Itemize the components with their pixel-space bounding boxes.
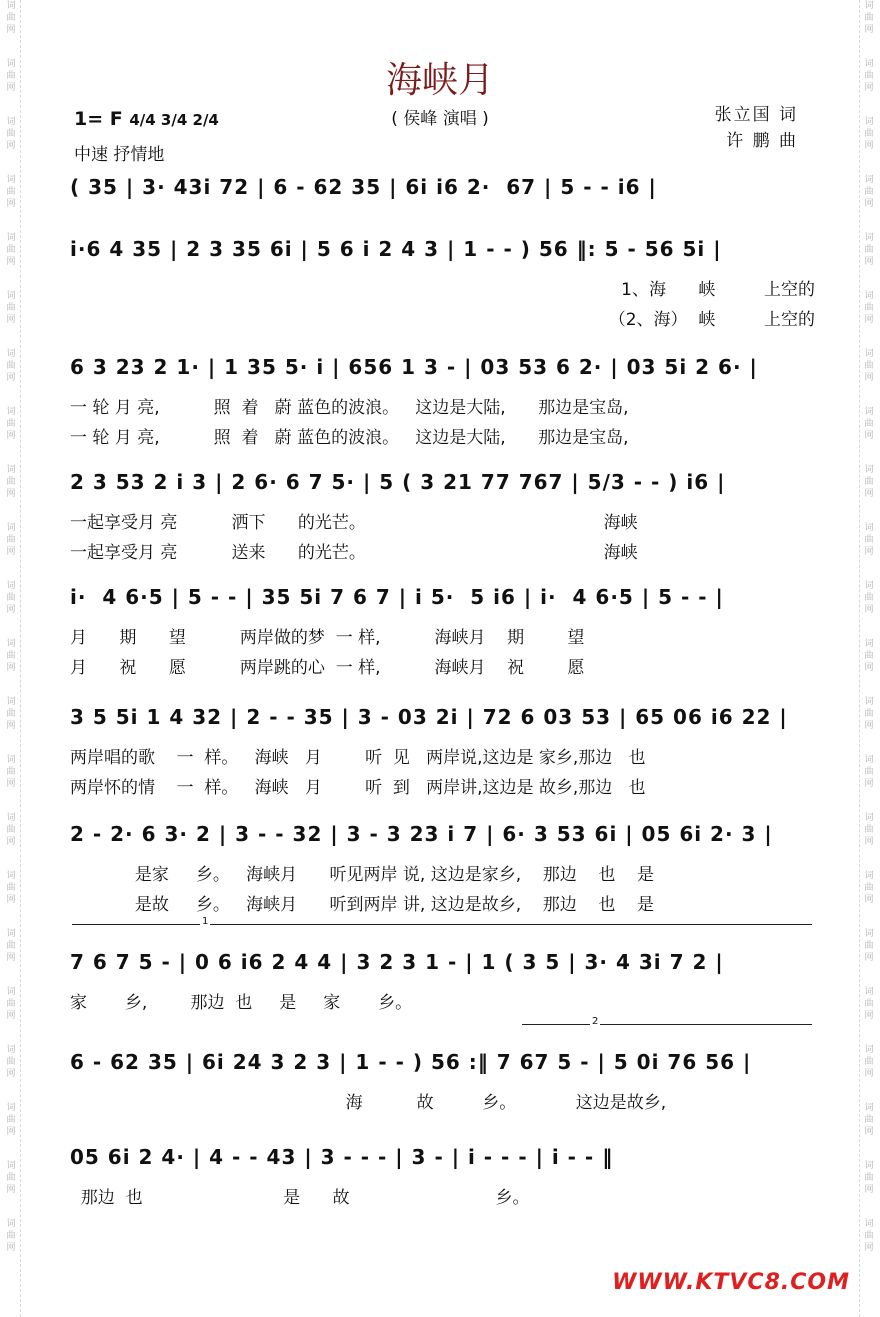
composer-credit: 许 鹏 曲	[726, 131, 798, 151]
side-watermark-text: 词 曲 网	[6, 349, 16, 383]
side-watermark-text: 词 曲 网	[6, 813, 16, 847]
side-watermark-text: 词 曲 网	[864, 291, 874, 325]
notation-line: ( 35 | 3· 43i 72 | 6 - 62 35 | 6i i6 2· 67 | 5 - - i6 |	[70, 175, 657, 199]
volta-1-number: 1	[202, 916, 209, 927]
side-watermark-text: 词 曲 网	[6, 697, 16, 731]
side-watermark-text: 词 曲 网	[6, 929, 16, 963]
notation-line: 05 6i 2 4· | 4 - - 43 | 3 - - - | 3 - | i - - - | i - - ‖	[70, 1145, 614, 1169]
lyric-line: 两岸怀的情 一 样。 海峡 月 听 到 两岸讲,这边是 故乡,那边 也	[70, 778, 646, 798]
side-watermark-right	[859, 0, 878, 1317]
volta-2-number: 2	[592, 1016, 599, 1027]
lyric-line: 那边 也 是 故 乡。	[70, 1188, 530, 1208]
lyric-line: 是故 乡。 海峡月 听到两岸 讲, 这边是故乡, 那边 也 是	[70, 895, 654, 915]
lyric-line: 两岸唱的歌 一 样。 海峡 月 听 见 两岸说,这边是 家乡,那边 也	[70, 748, 646, 768]
side-watermark-text: 词 曲 网	[864, 1161, 874, 1195]
side-watermark-text: 词 曲 网	[6, 59, 16, 93]
side-watermark-text: 词 曲 网	[864, 523, 874, 557]
side-watermark-text: 词 曲 网	[864, 117, 874, 151]
side-watermark-text: 词 曲 网	[6, 1, 16, 35]
lyric-line: 1、海 峡 上空的	[621, 280, 815, 300]
side-watermark-text: 词 曲 网	[6, 233, 16, 267]
side-watermark-text: 词 曲 网	[864, 929, 874, 963]
side-watermark-text: 词 曲 网	[6, 1161, 16, 1195]
key-signature: 1= F 4/4 3/4 2/4	[74, 108, 219, 130]
side-watermark-text: 词 曲 网	[864, 175, 874, 209]
side-watermark-text: 词 曲 网	[864, 755, 874, 789]
side-watermark-text: 词 曲 网	[864, 407, 874, 441]
side-watermark-text: 词 曲 网	[864, 465, 874, 499]
lyric-line: 月 期 望 两岸做的梦 一 样, 海峡月 期 望	[70, 628, 585, 648]
side-watermark-text: 词 曲 网	[864, 1219, 874, 1253]
side-watermark-text: 词 曲 网	[864, 349, 874, 383]
side-watermark-text: 词 曲 网	[6, 1219, 16, 1253]
side-watermark-text: 词 曲 网	[864, 639, 874, 673]
side-watermark-text: 词 曲 网	[864, 1, 874, 35]
side-watermark-text: 词 曲 网	[864, 1045, 874, 1079]
notation-line: 7 6 7 5 - | 0 6 i6 2 4 4 | 3 2 3 1 - | 1 ( 3 5 | 3· 4 3i 7 2 |	[70, 950, 724, 974]
side-watermark-text: 词 曲 网	[864, 987, 874, 1021]
lyric-line: （2、海） 峡 上空的	[608, 310, 815, 330]
side-watermark-text: 词 曲 网	[6, 407, 16, 441]
song-title: 海峡月	[385, 60, 494, 101]
lyric-line: 一 轮 月 亮, 照 着 蔚 蓝色的波浪。 这边是大陆, 那边是宝岛,	[70, 398, 629, 418]
side-watermark-text: 词 曲 网	[6, 291, 16, 325]
notation-line: 2 3 53 2 i 3 | 2 6· 6 7 5· | 5 ( 3 21 77 767 | 5/3 - - ) i6 |	[70, 470, 726, 494]
tempo-marking: 中速 抒情地	[74, 145, 165, 165]
side-watermark-text: 词 曲 网	[6, 117, 16, 151]
lyric-line: 一起享受月 亮 洒下 的光芒。 海峡	[70, 513, 638, 533]
side-watermark-text: 词 曲 网	[6, 523, 16, 557]
notation-line: 3 5 5i 1 4 32 | 2 - - 35 | 3 - 03 2i | 72 6 03 53 | 65 06 i6 22 |	[70, 705, 788, 729]
lyricist-credit: 张立国 词	[714, 105, 798, 125]
volta-2-bracket	[522, 1016, 812, 1027]
side-watermark-text: 词 曲 网	[6, 1045, 16, 1079]
side-watermark-text: 词 曲 网	[864, 59, 874, 93]
side-watermark-text: 词 曲 网	[6, 465, 16, 499]
volta-1-bracket	[72, 916, 812, 927]
notation-line: i· 4 6·5 | 5 - - | 35 5i 7 6 7 | i 5· 5 i6 | i· 4 6·5 | 5 - - |	[70, 585, 724, 609]
side-watermark-text: 词 曲 网	[864, 233, 874, 267]
notation-line: 6 3 23 2 1· | 1 35 5· i | 656 1 3 - | 03 53 6 2· | 03 5i 2 6· |	[70, 355, 758, 379]
side-watermark-text: 词 曲 网	[6, 987, 16, 1021]
side-watermark-text: 词 曲 网	[864, 871, 874, 905]
lyric-line: 一起享受月 亮 送来 的光芒。 海峡	[70, 543, 638, 563]
side-watermark-text: 词 曲 网	[6, 1103, 16, 1137]
side-watermark-left	[2, 0, 21, 1317]
lyric-line: 是家 乡。 海峡月 听见两岸 说, 这边是家乡, 那边 也 是	[70, 865, 654, 885]
side-watermark-text: 词 曲 网	[6, 175, 16, 209]
side-watermark-text: 词 曲 网	[6, 639, 16, 673]
side-watermark-text: 词 曲 网	[6, 755, 16, 789]
side-watermark-text: 词 曲 网	[864, 697, 874, 731]
side-watermark-text: 词 曲 网	[864, 1103, 874, 1137]
side-watermark-text: 词 曲 网	[864, 813, 874, 847]
notation-line: i·6 4 35 | 2 3 35 6i | 5 6 i 2 4 3 | 1 - - ) 56 ‖: 5 - 56 5i |	[70, 237, 722, 261]
side-watermark-text: 词 曲 网	[6, 871, 16, 905]
side-watermark-text: 词 曲 网	[864, 581, 874, 615]
time-signatures: 4/4 3/4 2/4	[129, 111, 219, 129]
lyric-line: 家 乡, 那边 也 是 家 乡。	[70, 993, 413, 1013]
notation-line: 2 - 2· 6 3· 2 | 3 - - 32 | 3 - 3 23 i 7 | 6· 3 53 6i | 05 6i 2· 3 |	[70, 822, 773, 846]
lyric-line: 月 祝 愿 两岸跳的心 一 样, 海峡月 祝 愿	[70, 658, 585, 678]
singer-credit: ( 侯峰 演唱 )	[391, 109, 489, 129]
notation-line: 6 - 62 35 | 6i 24 3 2 3 | 1 - - ) 56 :‖ 7 67 5 - | 5 0i 76 56 |	[70, 1050, 752, 1074]
side-watermark-text: 词 曲 网	[6, 581, 16, 615]
lyric-line: 一 轮 月 亮, 照 着 蔚 蓝色的波浪。 这边是大陆, 那边是宝岛,	[70, 428, 629, 448]
lyric-line: 海 故 乡。 这边是故乡,	[70, 1093, 667, 1113]
site-watermark: WWW.KTVC8.COM	[612, 1270, 850, 1295]
